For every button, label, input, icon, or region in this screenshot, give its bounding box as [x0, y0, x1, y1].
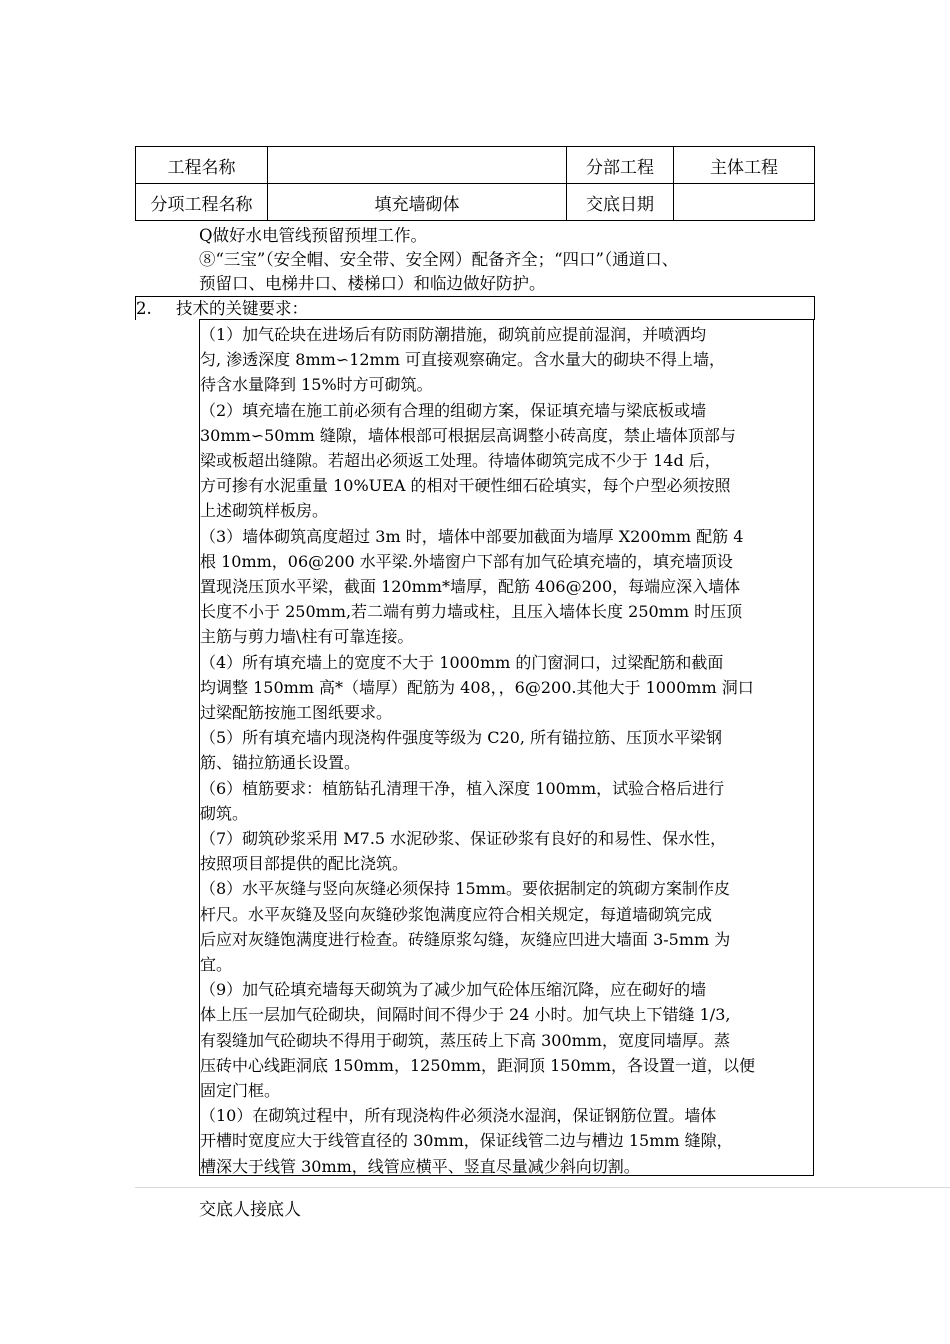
requirement-line: 宜。: [200, 955, 233, 974]
subitem-value: 填充墙砌体: [268, 184, 567, 221]
requirement-line: 过梁配筋按施工图纸要求。: [200, 703, 393, 722]
requirement-line: 压砖中心线距洞底 150mm，1250mm，距洞顶 150mm，各设置一道，以便: [200, 1055, 756, 1075]
section-title: 技术的关键要求：: [176, 299, 308, 318]
requirement-line: 槽深大于线管 30mm，线管应横平、竖直尽量减少斜向切割。: [200, 1156, 640, 1176]
requirement-line: 方可掺有水泥重量 10%UEA 的相对干硬性细石砼填实，每个户型必须按照: [200, 476, 731, 496]
footer-signatures: 交底人接底人: [199, 1200, 301, 1220]
header-row-2: [136, 184, 815, 221]
requirements-box: [199, 319, 814, 1176]
division-label: 分部工程: [567, 147, 674, 184]
date-label: 交底日期: [567, 184, 674, 221]
divider: [135, 1187, 950, 1188]
requirement-line: 有裂缝加气砼砌块不得用于砌筑，蒸压砖上下高 300mm，宽度同墙厚。蒸: [200, 1030, 730, 1050]
requirement-line: 梁或板超出缝隙。若超出必须返工处理。待墙体砌筑完成不少于 14d 后，: [200, 451, 721, 470]
requirement-line: 均调整 150mm 高*（墙厚）配筋为 408，，6@200.其他大于 1000mm 洞口: [200, 677, 754, 697]
header-row-1: [136, 147, 815, 184]
subitem-label: 分项工程名称: [136, 184, 268, 221]
project-name-label: 工程名称: [136, 147, 268, 184]
requirement-line: （2）填充墙在施工前必须有合理的组砌方案，保证填充墙与梁底板或墙: [200, 400, 707, 420]
requirement-line: 置现浇压顶水平梁，截面 120mm*墙厚，配筋 406@200，每端应深入墙体: [200, 577, 741, 596]
division-value: 主体工程: [674, 147, 815, 184]
requirement-line: 30mm∽50mm 缝隙，墙体根部可根据层高调整小砖高度，禁止墙体顶部与: [200, 425, 736, 445]
requirement-line: （1）加气砼块在进场后有防雨防潮措施，砌筑前应提前湿润，并喷洒均: [200, 325, 707, 344]
date-value: [674, 184, 815, 221]
project-name-value: [268, 147, 567, 184]
requirement-line: 砌筑。: [200, 803, 249, 823]
requirement-line: 开槽时宽度应大于线管直径的 30mm，保证线管二边与槽边 15mm 缝隙，: [200, 1131, 733, 1151]
requirement-line: 杆尺。水平灰缝及竖向灰缝砂浆饱满度应符合相关规定，每道墙砌筑完成: [200, 904, 713, 924]
requirement-line: 固定门框。: [200, 1081, 281, 1100]
requirement-line: （3）墙体砌筑高度超过 3m 时，墙体中部要加截面为墙厚 X200mm 配筋 4: [200, 526, 744, 546]
requirement-line: 主筋与剪力墙\柱有可靠连接。: [200, 627, 414, 647]
requirement-line: 待含水量降到 15%时方可砌筑。: [200, 375, 433, 395]
requirement-line: 根 10mm，06@200 水平梁.外墙窗户下部有加气砼填充墙的，填充墙顶设: [200, 551, 733, 571]
requirement-line: （9）加气砼填充墙每天砌筑为了减少加气砼体压缩沉降，应在砌好的墙: [200, 980, 707, 1000]
requirement-line: （6）植筋要求：植筋钻孔清理干净，植入深度 100mm，试验合格后进行: [200, 778, 725, 798]
header-table: [135, 146, 815, 221]
pre-line: 预留口、电梯井口、楼梯口）和临边做好防护。: [199, 274, 546, 293]
requirement-line: 筋、锚拉筋通长设置。: [200, 753, 361, 773]
pre-line: ⑧“三宝”（安全帽、安全带、安全网）配备齐全；“四口”（通道口、: [199, 250, 679, 269]
requirement-line: （4）所有填充墙上的宽度不大于 1000mm 的门窗洞口，过梁配筋和截面: [200, 652, 724, 672]
requirement-line: 体上压一层加气砼砌块，间隔时间不得少于 24 小时。加气块上下错缝 1/3,: [200, 1005, 731, 1025]
requirement-line: （5）所有填充墙内现浇构件强度等级为 C20, 所有锚拉筋、压顶水平梁钢: [200, 728, 723, 748]
requirement-line: 上述砌筑样板房。: [200, 501, 329, 521]
pre-line: Q做好水电管线预留预埋工作。: [199, 226, 428, 245]
requirement-line: （7）砌筑砂浆采用 M7.5 水泥砂浆、保证砂浆有良好的和易性、保水性，: [200, 829, 727, 848]
section-header: [135, 296, 815, 320]
requirement-line: 长度不小于 250mm,若二端有剪力墙或柱，且压入墙体长度 250mm 时压顶: [200, 602, 743, 622]
requirement-line: 后应对灰缝饱满度进行检查。砖缝原浆勾缝，灰缝应凹进大墙面 3-5mm 为: [200, 929, 731, 949]
requirement-line: （10）在砌筑过程中，所有现浇构件必须浇水湿润，保证钢筋位置。墙体: [200, 1106, 717, 1126]
requirement-line: 按照项目部提供的配比浇筑。: [200, 854, 409, 874]
section-number: 2.: [136, 299, 152, 318]
requirement-line: （8）水平灰缝与竖向灰缝必须保持 15mm。要依据制定的筑砌方案制作皮: [200, 879, 730, 899]
requirement-line: 匀, 渗透深度 8mm∽12mm 可直接观察确定。含水量大的砌块不得上墙，: [200, 350, 725, 370]
